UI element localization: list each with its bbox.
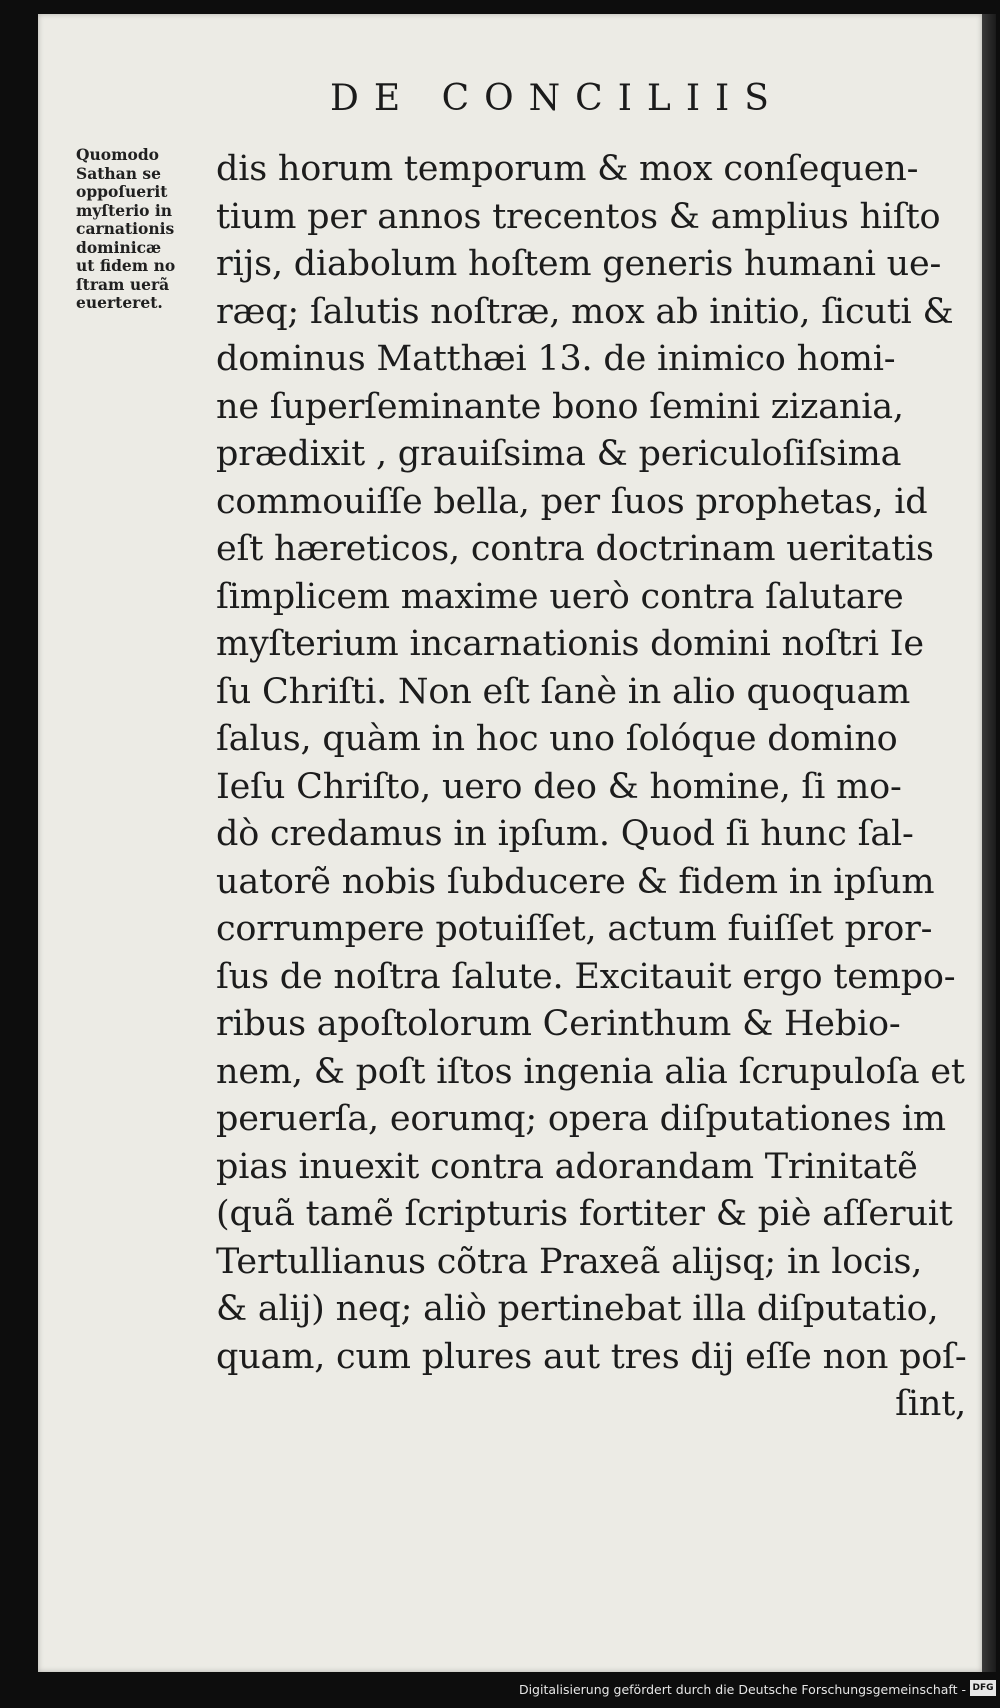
running-head: DE CONCILIIS [330, 78, 784, 119]
marginal-note-line: oppoſuerit [76, 182, 168, 201]
body-text [216, 146, 966, 1429]
text-line: rijs, diabolum hoſtem generis humani ue- [216, 244, 942, 284]
text-line: myſterium incarnationis domini noſtri Ie [216, 624, 924, 664]
dfg-logo: DFG [970, 1680, 996, 1696]
text-line: ribus apoſtolorum Cerinthum & Hebio- [216, 1004, 901, 1044]
marginal-note-line: dominicæ [76, 237, 162, 257]
text-line: nem, & poſt iſtos ingenia alia ſcrupuloſa et [216, 1051, 965, 1092]
text-line: corrumpere potuiſſet, actum fuiſſet pror- [216, 909, 933, 949]
marginal-note-line: ut fidem no [76, 256, 176, 275]
text-line: dominus Matthæi 13. de inimico homi- [216, 339, 896, 379]
text-line: (quã tamẽ ſcripturis fortiter & piè aſſeruit [216, 1194, 953, 1234]
text-line: pias inuexit contra adorandam Trinitatẽ [216, 1146, 918, 1187]
catchword: ſint, [895, 1384, 966, 1424]
text-line: & alij) neq; aliò pertinebat illa diſputatio, [216, 1289, 939, 1329]
marginal-note [76, 146, 204, 313]
text-line: Ieſu Chriſto, uero deo & homine, ſi mo- [216, 766, 902, 807]
text-line: ſu Chriſti. Non eſt ſanè in alio quoquam [216, 671, 911, 712]
marginal-note-line: Sathan se [76, 163, 161, 183]
marginal-note-line: Quomodo [76, 145, 160, 164]
text-line: ſus de noſtra ſalute. Excitauit ergo tempo- [216, 956, 956, 997]
text-line: quam, cum plures aut tres dij eſſe non poſ- [216, 1336, 967, 1377]
marginal-note-line: myſterio in [76, 200, 173, 220]
text-line: ſimplicem maxime uerò contra ſalutare [216, 576, 904, 617]
text-line: prædixit , grauiſsima & periculoſiſsima [216, 434, 902, 474]
text-line: commouiſſe bella, per ſuos prophetas, id [216, 481, 928, 522]
text-line: uatorẽ nobis ſubducere & fidem in ipſum [216, 861, 935, 902]
footer-bar [0, 1676, 1000, 1708]
text-line: ſalus, quàm in hoc uno ſolóque domino [216, 719, 898, 759]
text-line: dis horum temporum & mox conſequen- [216, 149, 919, 189]
page-edge [982, 14, 996, 1672]
text-line: peruerſa, eorumq; opera diſputationes im [216, 1099, 946, 1139]
text-line: Tertullianus cõtra Praxeã alijsq; in locis, [216, 1241, 923, 1282]
text-line: ne ſuperſeminante bono ſemini zizania, [216, 386, 904, 427]
digitization-credit: Digitalisierung gefördert durch die Deutsche Forschungsgemeinschaft - [518, 1682, 966, 1697]
marginal-note-line: ſtram uerã [76, 274, 170, 294]
text-line: eſt hæreticos, contra doctrinam ueritatis [216, 529, 934, 569]
marginal-note-line: euerteret. [76, 293, 163, 312]
text-line: dò credamus in ipſum. Quod ſi hunc ſal- [216, 814, 914, 854]
text-line: tium per annos trecentos & amplius hiſto [216, 196, 941, 237]
text-line: ræq; ſalutis noſtræ, mox ab initio, ſicuti & [216, 291, 954, 332]
marginal-note-line: carnationis [76, 219, 175, 238]
